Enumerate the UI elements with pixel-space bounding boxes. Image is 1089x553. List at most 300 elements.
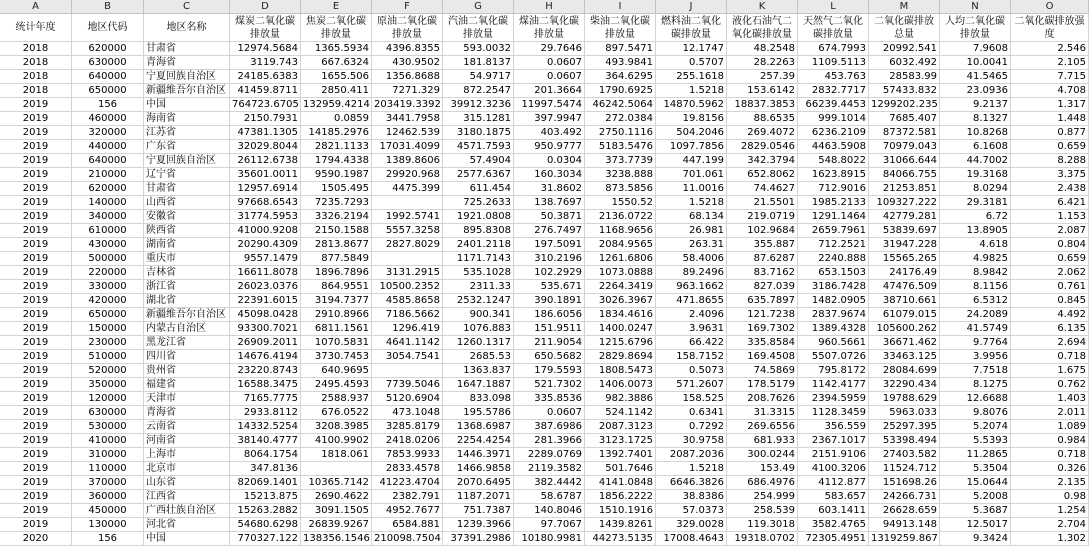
- table-cell[interactable]: 2151.9106: [798, 448, 869, 462]
- table-cell[interactable]: 667.6324: [301, 56, 372, 70]
- table-cell[interactable]: 19788.629: [869, 392, 940, 406]
- table-cell[interactable]: 521.7302: [514, 378, 585, 392]
- table-cell[interactable]: 410000: [72, 434, 144, 448]
- table-cell[interactable]: 3326.2194: [301, 210, 372, 224]
- table-cell[interactable]: 3441.7958: [372, 112, 443, 126]
- table-cell[interactable]: 630000: [72, 56, 144, 70]
- table-cell[interactable]: 2019: [0, 280, 72, 294]
- table-cell[interactable]: 583.657: [798, 490, 869, 504]
- table-cell[interactable]: 13.8905: [940, 224, 1011, 238]
- table-cell[interactable]: 1623.8915: [798, 168, 869, 182]
- table-cell[interactable]: 青海省: [144, 406, 230, 420]
- table-cell[interactable]: 138.7697: [514, 196, 585, 210]
- table-cell[interactable]: 9.8076: [940, 406, 1011, 420]
- table-cell[interactable]: 593.0032: [443, 42, 514, 56]
- table-cell[interactable]: 20290.4309: [230, 238, 301, 252]
- table-cell[interactable]: 11997.5474: [514, 98, 585, 112]
- table-cell[interactable]: 2382.791: [372, 490, 443, 504]
- table-cell[interactable]: 甘肃省: [144, 182, 230, 196]
- table-cell[interactable]: 7186.5662: [372, 308, 443, 322]
- table-cell[interactable]: 1073.0888: [585, 266, 656, 280]
- table-cell[interactable]: 29.7646: [514, 42, 585, 56]
- table-cell[interactable]: 7685.407: [869, 112, 940, 126]
- table-cell[interactable]: 27403.582: [869, 448, 940, 462]
- table-cell[interactable]: 18837.3853: [727, 98, 798, 112]
- table-cell[interactable]: 153.49: [727, 462, 798, 476]
- table-cell[interactable]: 872.2547: [443, 84, 514, 98]
- table-cell[interactable]: 140000: [72, 196, 144, 210]
- table-cell[interactable]: 26909.2011: [230, 336, 301, 350]
- table-cell[interactable]: 963.1662: [656, 280, 727, 294]
- table-cell[interactable]: 1319259.867: [869, 532, 940, 546]
- column-header-n[interactable]: N: [940, 0, 1011, 14]
- table-cell[interactable]: 吉林省: [144, 266, 230, 280]
- table-cell[interactable]: 2289.0769: [514, 448, 585, 462]
- table-cell[interactable]: 93300.7021: [230, 322, 301, 336]
- table-cell[interactable]: 2.087: [1011, 224, 1089, 238]
- table-cell[interactable]: 38.8386: [656, 490, 727, 504]
- table-cell[interactable]: 7.7518: [940, 364, 1011, 378]
- table-cell[interactable]: 397.9947: [514, 112, 585, 126]
- table-cell[interactable]: 1299202.235: [869, 98, 940, 112]
- table-cell[interactable]: 524.1142: [585, 406, 656, 420]
- table-cell[interactable]: 1.5218: [656, 84, 727, 98]
- table-cell[interactable]: 11524.712: [869, 462, 940, 476]
- table-cell[interactable]: 1187.2071: [443, 490, 514, 504]
- table-cell[interactable]: 8064.1754: [230, 448, 301, 462]
- table-cell[interactable]: 370000: [72, 476, 144, 490]
- table-cell[interactable]: 6032.492: [869, 56, 940, 70]
- table-cell[interactable]: 281.3966: [514, 434, 585, 448]
- table-cell[interactable]: 330000: [72, 280, 144, 294]
- table-cell[interactable]: 12.1747: [656, 42, 727, 56]
- table-cell[interactable]: 1655.506: [301, 70, 372, 84]
- table-cell[interactable]: 2813.8677: [301, 238, 372, 252]
- table-cell[interactable]: 640000: [72, 70, 144, 84]
- table-cell[interactable]: 510000: [72, 350, 144, 364]
- table-cell[interactable]: 19.3168: [940, 168, 1011, 182]
- table-cell[interactable]: 8.0294: [940, 182, 1011, 196]
- table-cell[interactable]: 42779.281: [869, 210, 940, 224]
- table-cell[interactable]: 宁夏回族自治区: [144, 70, 230, 84]
- table-cell[interactable]: 53398.494: [869, 434, 940, 448]
- column-header-g[interactable]: G: [443, 0, 514, 14]
- table-cell[interactable]: 640000: [72, 154, 144, 168]
- table-cell[interactable]: 2240.888: [798, 252, 869, 266]
- table-cell[interactable]: 2.105: [1011, 56, 1089, 70]
- table-cell[interactable]: 12957.6914: [230, 182, 301, 196]
- table-cell[interactable]: 1808.5473: [585, 364, 656, 378]
- table-cell[interactable]: 3186.7428: [798, 280, 869, 294]
- table-cell[interactable]: 8.1327: [940, 112, 1011, 126]
- table-cell[interactable]: 1.403: [1011, 392, 1089, 406]
- table-cell[interactable]: 151698.26: [869, 476, 940, 490]
- table-cell[interactable]: 500000: [72, 252, 144, 266]
- table-cell[interactable]: 50.3871: [514, 210, 585, 224]
- table-cell[interactable]: 12.5017: [940, 518, 1011, 532]
- table-cell[interactable]: 3.375: [1011, 168, 1089, 182]
- table-cell[interactable]: 450000: [72, 504, 144, 518]
- table-cell[interactable]: 2827.8029: [372, 238, 443, 252]
- table-cell[interactable]: 72305.4951: [798, 532, 869, 546]
- table-cell[interactable]: 57.4904: [443, 154, 514, 168]
- table-cell[interactable]: 1097.7856: [656, 140, 727, 154]
- table-cell[interactable]: 3091.1505: [301, 504, 372, 518]
- table-cell[interactable]: 31947.228: [869, 238, 940, 252]
- column-header-k[interactable]: K: [727, 0, 798, 14]
- table-cell[interactable]: 山东省: [144, 476, 230, 490]
- table-cell[interactable]: 辽宁省: [144, 168, 230, 182]
- table-cell[interactable]: 26839.9267: [301, 518, 372, 532]
- table-cell[interactable]: 2311.33: [443, 280, 514, 294]
- table-cell[interactable]: 1363.837: [443, 364, 514, 378]
- table-cell[interactable]: 74.4627: [727, 182, 798, 196]
- table-cell[interactable]: 150000: [72, 322, 144, 336]
- table-cell[interactable]: [301, 462, 372, 476]
- table-cell[interactable]: 105600.262: [869, 322, 940, 336]
- header-cell[interactable]: 燃料油二氧化碳排放量: [656, 14, 727, 42]
- table-cell[interactable]: 28583.99: [869, 70, 940, 84]
- table-cell[interactable]: 1400.0247: [585, 322, 656, 336]
- table-cell[interactable]: 535.1028: [443, 266, 514, 280]
- table-cell[interactable]: 48.2548: [727, 42, 798, 56]
- column-header-f[interactable]: F: [372, 0, 443, 14]
- table-cell[interactable]: 1.675: [1011, 364, 1089, 378]
- table-cell[interactable]: 2019: [0, 224, 72, 238]
- table-cell[interactable]: 263.31: [656, 238, 727, 252]
- table-cell[interactable]: 贵州省: [144, 364, 230, 378]
- table-cell[interactable]: 66239.4453: [798, 98, 869, 112]
- table-cell[interactable]: 764723.6705: [230, 98, 301, 112]
- table-cell[interactable]: 安徽省: [144, 210, 230, 224]
- table-cell[interactable]: 0.0859: [301, 112, 372, 126]
- table-cell[interactable]: 0.804: [1011, 238, 1089, 252]
- table-cell[interactable]: 10.8268: [940, 126, 1011, 140]
- table-cell[interactable]: 湖南省: [144, 238, 230, 252]
- table-cell[interactable]: 2019: [0, 406, 72, 420]
- column-header-i[interactable]: I: [585, 0, 656, 14]
- table-cell[interactable]: 66.422: [656, 336, 727, 350]
- table-cell[interactable]: 内蒙古自治区: [144, 322, 230, 336]
- table-cell[interactable]: 41.5465: [940, 70, 1011, 84]
- table-cell[interactable]: 269.4072: [727, 126, 798, 140]
- table-cell[interactable]: 2829.0546: [727, 140, 798, 154]
- table-cell[interactable]: 340000: [72, 210, 144, 224]
- table-cell[interactable]: 751.7387: [443, 504, 514, 518]
- table-cell[interactable]: 广东省: [144, 140, 230, 154]
- table-cell[interactable]: 58.6787: [514, 490, 585, 504]
- table-cell[interactable]: 9.7764: [940, 336, 1011, 350]
- table-cell[interactable]: 535.671: [514, 280, 585, 294]
- table-cell[interactable]: 1070.5831: [301, 336, 372, 350]
- table-cell[interactable]: 102.2929: [514, 266, 585, 280]
- table-cell[interactable]: 82069.1401: [230, 476, 301, 490]
- table-cell[interactable]: 2254.4254: [443, 434, 514, 448]
- table-cell[interactable]: 6584.881: [372, 518, 443, 532]
- table-cell[interactable]: 0.761: [1011, 280, 1089, 294]
- table-cell[interactable]: 28.2263: [727, 56, 798, 70]
- table-cell[interactable]: 178.5179: [727, 378, 798, 392]
- table-cell[interactable]: 6236.2109: [798, 126, 869, 140]
- table-cell[interactable]: 195.5786: [443, 406, 514, 420]
- table-cell[interactable]: 2.135: [1011, 476, 1089, 490]
- table-cell[interactable]: 335.8584: [727, 336, 798, 350]
- table-cell[interactable]: 4.708: [1011, 84, 1089, 98]
- table-cell[interactable]: 501.7646: [585, 462, 656, 476]
- table-cell[interactable]: 2659.7961: [798, 224, 869, 238]
- table-cell[interactable]: 0.718: [1011, 448, 1089, 462]
- table-cell[interactable]: 2020: [0, 532, 72, 546]
- table-cell[interactable]: 26.981: [656, 224, 727, 238]
- table-cell[interactable]: 186.6056: [514, 308, 585, 322]
- table-cell[interactable]: 84066.755: [869, 168, 940, 182]
- table-cell[interactable]: 湖北省: [144, 294, 230, 308]
- table-cell[interactable]: 2019: [0, 196, 72, 210]
- table-cell[interactable]: 219.0719: [727, 210, 798, 224]
- table-cell[interactable]: 2019: [0, 238, 72, 252]
- header-cell[interactable]: 二氧化碳排放强度: [1011, 14, 1089, 42]
- table-cell[interactable]: 169.7302: [727, 322, 798, 336]
- table-cell[interactable]: 4641.1142: [372, 336, 443, 350]
- table-cell[interactable]: 2019: [0, 420, 72, 434]
- column-header-a[interactable]: A: [0, 0, 72, 14]
- table-cell[interactable]: 甘肃省: [144, 42, 230, 56]
- table-cell[interactable]: 1076.883: [443, 322, 514, 336]
- table-cell[interactable]: 6811.1561: [301, 322, 372, 336]
- table-cell[interactable]: 315.1281: [443, 112, 514, 126]
- table-cell[interactable]: 2588.937: [301, 392, 372, 406]
- table-cell[interactable]: 87372.581: [869, 126, 940, 140]
- table-cell[interactable]: 15.0644: [940, 476, 1011, 490]
- table-cell[interactable]: 7235.7293: [301, 196, 372, 210]
- table-cell[interactable]: 1.089: [1011, 420, 1089, 434]
- header-cell[interactable]: 地区名称: [144, 14, 230, 42]
- table-cell[interactable]: 29.3181: [940, 196, 1011, 210]
- table-cell[interactable]: 1406.0073: [585, 378, 656, 392]
- table-cell[interactable]: 181.8137: [443, 56, 514, 70]
- table-cell[interactable]: 158.525: [656, 392, 727, 406]
- table-cell[interactable]: 254.999: [727, 490, 798, 504]
- table-cell[interactable]: 33463.125: [869, 350, 940, 364]
- table-cell[interactable]: 430.9502: [372, 56, 443, 70]
- header-cell[interactable]: 地区代码: [72, 14, 144, 42]
- table-cell[interactable]: 329.0028: [656, 518, 727, 532]
- table-cell[interactable]: 360000: [72, 490, 144, 504]
- table-cell[interactable]: 江苏省: [144, 126, 230, 140]
- header-cell[interactable]: 液化石油气二氧化碳排放量: [727, 14, 798, 42]
- table-cell[interactable]: 9.3424: [940, 532, 1011, 546]
- table-cell[interactable]: 2150.1588: [301, 224, 372, 238]
- table-cell[interactable]: 0.659: [1011, 252, 1089, 266]
- table-cell[interactable]: 1128.3459: [798, 406, 869, 420]
- table-cell[interactable]: 7.715: [1011, 70, 1089, 84]
- table-cell[interactable]: 0.984: [1011, 434, 1089, 448]
- table-cell[interactable]: 950.9777: [514, 140, 585, 154]
- table-cell[interactable]: 156: [72, 532, 144, 546]
- table-cell[interactable]: 676.0522: [301, 406, 372, 420]
- table-cell[interactable]: 3054.7541: [372, 350, 443, 364]
- table-cell[interactable]: 1.254: [1011, 504, 1089, 518]
- table-cell[interactable]: 0.659: [1011, 140, 1089, 154]
- table-cell[interactable]: 2018: [0, 42, 72, 56]
- table-cell[interactable]: 269.6556: [727, 420, 798, 434]
- table-cell[interactable]: 4100.9902: [301, 434, 372, 448]
- table-cell[interactable]: 2019: [0, 154, 72, 168]
- table-cell[interactable]: 云南省: [144, 420, 230, 434]
- table-cell[interactable]: 35601.0011: [230, 168, 301, 182]
- table-cell[interactable]: 54.9717: [443, 70, 514, 84]
- table-cell[interactable]: 2136.0722: [585, 210, 656, 224]
- table-cell[interactable]: 47476.509: [869, 280, 940, 294]
- table-cell[interactable]: 827.039: [727, 280, 798, 294]
- table-cell[interactable]: 999.1014: [798, 112, 869, 126]
- table-cell[interactable]: 14870.5962: [656, 98, 727, 112]
- table-cell[interactable]: 7165.7775: [230, 392, 301, 406]
- table-cell[interactable]: 210098.7504: [372, 532, 443, 546]
- table-cell[interactable]: 1109.5113: [798, 56, 869, 70]
- table-cell[interactable]: 2418.0206: [372, 434, 443, 448]
- column-header-m[interactable]: M: [869, 0, 940, 14]
- table-cell[interactable]: 0.845: [1011, 294, 1089, 308]
- table-cell[interactable]: 635.7897: [727, 294, 798, 308]
- table-cell[interactable]: 5120.6904: [372, 392, 443, 406]
- table-cell[interactable]: 140.8046: [514, 504, 585, 518]
- table-cell[interactable]: 2577.6367: [443, 168, 514, 182]
- table-cell[interactable]: 12.6688: [940, 392, 1011, 406]
- table-cell[interactable]: 120000: [72, 392, 144, 406]
- table-cell[interactable]: 74.5869: [727, 364, 798, 378]
- table-cell[interactable]: 新疆维吾尔自治区: [144, 84, 230, 98]
- table-cell[interactable]: 1291.1464: [798, 210, 869, 224]
- table-cell[interactable]: 24176.49: [869, 266, 940, 280]
- table-cell[interactable]: 黑龙江省: [144, 336, 230, 350]
- table-cell[interactable]: 15263.2882: [230, 504, 301, 518]
- table-cell[interactable]: 28084.699: [869, 364, 940, 378]
- table-cell[interactable]: 2019: [0, 448, 72, 462]
- table-cell[interactable]: 7.9608: [940, 42, 1011, 56]
- table-cell[interactable]: 4585.8658: [372, 294, 443, 308]
- table-cell[interactable]: 2933.8112: [230, 406, 301, 420]
- table-cell[interactable]: 5183.5476: [585, 140, 656, 154]
- table-cell[interactable]: 88.6535: [727, 112, 798, 126]
- header-cell[interactable]: 人均二氧化碳排放量: [940, 14, 1011, 42]
- table-cell[interactable]: 1.5218: [656, 196, 727, 210]
- table-cell[interactable]: 15213.875: [230, 490, 301, 504]
- table-cell[interactable]: 3.9956: [940, 350, 1011, 364]
- table-cell[interactable]: 17031.4099: [372, 140, 443, 154]
- table-cell[interactable]: 1389.8606: [372, 154, 443, 168]
- table-cell[interactable]: 652.8062: [727, 168, 798, 182]
- table-cell[interactable]: 26628.659: [869, 504, 940, 518]
- table-cell[interactable]: 海南省: [144, 112, 230, 126]
- table-cell[interactable]: 57433.832: [869, 84, 940, 98]
- table-cell[interactable]: 960.5661: [798, 336, 869, 350]
- table-cell[interactable]: 9557.1479: [230, 252, 301, 266]
- table-cell[interactable]: 701.061: [656, 168, 727, 182]
- table-cell[interactable]: 674.7993: [798, 42, 869, 56]
- table-cell[interactable]: 2019: [0, 98, 72, 112]
- table-cell[interactable]: 109327.222: [869, 196, 940, 210]
- table-cell[interactable]: 5507.0726: [798, 350, 869, 364]
- table-cell[interactable]: 3119.743: [230, 56, 301, 70]
- table-cell[interactable]: 6.421: [1011, 196, 1089, 210]
- table-cell[interactable]: 2150.7931: [230, 112, 301, 126]
- table-cell[interactable]: 31066.644: [869, 154, 940, 168]
- table-cell[interactable]: 686.4976: [727, 476, 798, 490]
- table-cell[interactable]: 37391.2986: [443, 532, 514, 546]
- table-cell[interactable]: 3026.3967: [585, 294, 656, 308]
- table-cell[interactable]: 0.762: [1011, 378, 1089, 392]
- table-cell[interactable]: 24185.6383: [230, 70, 301, 84]
- table-cell[interactable]: 61079.015: [869, 308, 940, 322]
- table-cell[interactable]: 21253.851: [869, 182, 940, 196]
- table-cell[interactable]: 3582.4765: [798, 518, 869, 532]
- table-cell[interactable]: 640.9695: [301, 364, 372, 378]
- table-cell[interactable]: 1818.061: [301, 448, 372, 462]
- table-cell[interactable]: 4112.877: [798, 476, 869, 490]
- table-cell[interactable]: 1505.495: [301, 182, 372, 196]
- table-cell[interactable]: 2018: [0, 70, 72, 84]
- table-cell[interactable]: 2019: [0, 322, 72, 336]
- table-cell[interactable]: 5.3687: [940, 504, 1011, 518]
- table-cell[interactable]: 31.8602: [514, 182, 585, 196]
- table-cell[interactable]: 447.199: [656, 154, 727, 168]
- table-cell[interactable]: 1368.6987: [443, 420, 514, 434]
- table-cell[interactable]: 220000: [72, 266, 144, 280]
- table-cell[interactable]: 203419.3392: [372, 98, 443, 112]
- table-cell[interactable]: 2.438: [1011, 182, 1089, 196]
- table-cell[interactable]: 23.0936: [940, 84, 1011, 98]
- table-cell[interactable]: 4.492: [1011, 308, 1089, 322]
- table-cell[interactable]: 1.302: [1011, 532, 1089, 546]
- table-cell[interactable]: 5.2074: [940, 420, 1011, 434]
- table-cell[interactable]: 160.3034: [514, 168, 585, 182]
- table-cell[interactable]: [372, 252, 443, 266]
- table-cell[interactable]: 310.2196: [514, 252, 585, 266]
- table-cell[interactable]: 440000: [72, 140, 144, 154]
- table-cell[interactable]: 2821.1133: [301, 140, 372, 154]
- table-cell[interactable]: 22391.6015: [230, 294, 301, 308]
- table-cell[interactable]: 10500.2352: [372, 280, 443, 294]
- table-cell[interactable]: 548.8022: [798, 154, 869, 168]
- table-cell[interactable]: 420000: [72, 294, 144, 308]
- table-cell[interactable]: 864.9551: [301, 280, 372, 294]
- table-cell[interactable]: 2685.53: [443, 350, 514, 364]
- table-cell[interactable]: 430000: [72, 238, 144, 252]
- table-cell[interactable]: 4396.8355: [372, 42, 443, 56]
- table-cell[interactable]: 258.539: [727, 504, 798, 518]
- table-cell[interactable]: 1239.3966: [443, 518, 514, 532]
- table-cell[interactable]: 2018: [0, 56, 72, 70]
- table-cell[interactable]: 1389.4328: [798, 322, 869, 336]
- header-cell[interactable]: 焦炭二氧化碳排放量: [301, 14, 372, 42]
- header-cell[interactable]: 天然气二氧化碳排放量: [798, 14, 869, 42]
- table-cell[interactable]: 342.3794: [727, 154, 798, 168]
- table-cell[interactable]: 41000.9208: [230, 224, 301, 238]
- table-cell[interactable]: 387.6986: [514, 420, 585, 434]
- table-cell[interactable]: 130000: [72, 518, 144, 532]
- table-cell[interactable]: 8.288: [1011, 154, 1089, 168]
- table-cell[interactable]: 2833.4578: [372, 462, 443, 476]
- table-cell[interactable]: 2367.1017: [798, 434, 869, 448]
- table-cell[interactable]: 156: [72, 98, 144, 112]
- table-cell[interactable]: 天津市: [144, 392, 230, 406]
- table-cell[interactable]: 中国: [144, 98, 230, 112]
- table-cell[interactable]: 2019: [0, 350, 72, 364]
- table-cell[interactable]: 53839.697: [869, 224, 940, 238]
- table-cell[interactable]: 2.062: [1011, 266, 1089, 280]
- table-cell[interactable]: 26023.0376: [230, 280, 301, 294]
